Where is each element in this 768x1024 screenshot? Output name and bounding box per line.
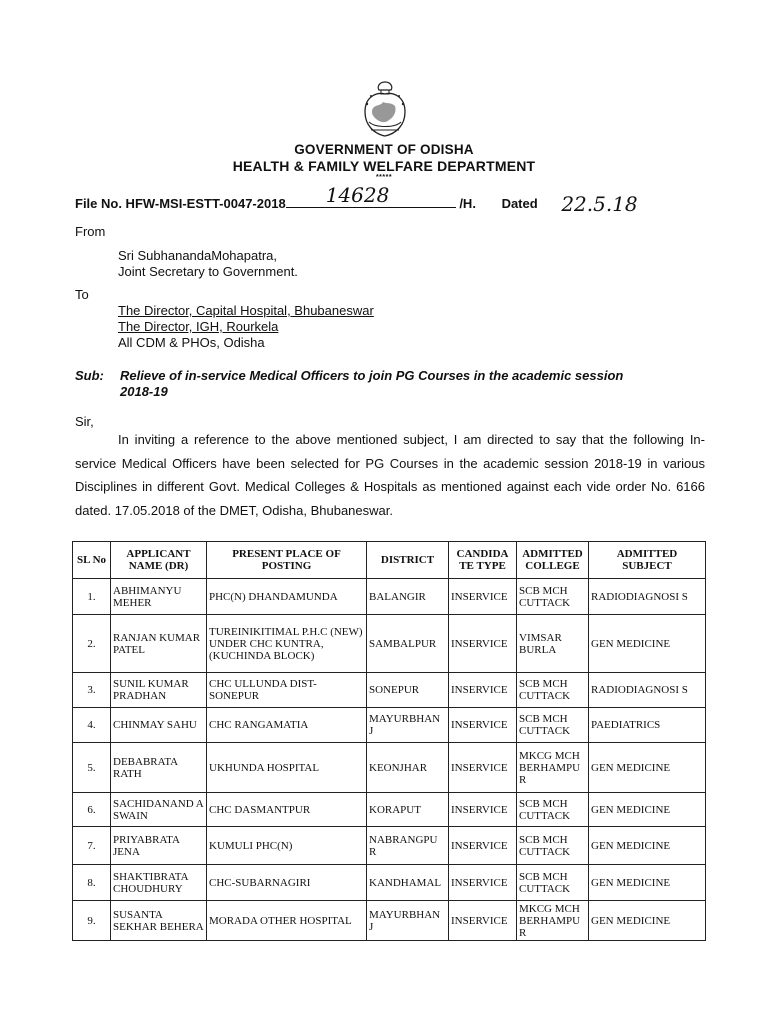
sender-block xyxy=(118,248,298,280)
date-handwritten: 22.5.18 xyxy=(561,192,638,216)
cell-name: CHINMAY SAHU xyxy=(111,708,207,743)
cell-name: SUSANTA SEKHAR BEHERA xyxy=(111,901,207,941)
sender-name: Sri SubhanandaMohapatra, xyxy=(118,248,278,263)
table-row xyxy=(73,708,706,743)
sender-designation: Joint Secretary to Government. xyxy=(118,264,298,279)
cell-district: MAYURBHAN J xyxy=(367,708,449,743)
government-title: GOVERNMENT OF ODISHA xyxy=(294,142,474,157)
col-header-college: ADMITTED COLLEGE xyxy=(517,542,589,579)
cell-posting: CHC DASMANTPUR xyxy=(207,793,367,827)
file-line xyxy=(75,183,638,216)
cell-type: INSERVICE xyxy=(449,743,517,793)
cell-district: BALANGIR xyxy=(367,579,449,615)
col-header-sl: SL No xyxy=(73,542,111,579)
officers-table xyxy=(72,541,706,941)
table-row xyxy=(73,673,706,708)
cell-district: KORAPUT xyxy=(367,793,449,827)
cell-sl: 2. xyxy=(73,615,111,673)
subject-line-1: Relieve of in-service Medical Officers to join PG Courses in the academic session xyxy=(120,368,624,383)
table-row xyxy=(73,793,706,827)
cell-posting: CHC RANGAMATIA xyxy=(207,708,367,743)
cell-subject: PAEDIATRICS xyxy=(589,708,706,743)
cell-name: SUNIL KUMAR PRADHAN xyxy=(111,673,207,708)
cell-type: INSERVICE xyxy=(449,865,517,901)
table-header-row xyxy=(73,542,706,579)
cell-college: VIMSAR BURLA xyxy=(517,615,589,673)
cell-college: SCB MCH CUTTACK xyxy=(517,827,589,865)
cell-subject: RADIODIAGNOSI S xyxy=(589,673,706,708)
cell-district: KEONJHAR xyxy=(367,743,449,793)
cell-type: INSERVICE xyxy=(449,827,517,865)
table-row xyxy=(73,579,706,615)
cell-subject: GEN MEDICINE xyxy=(589,743,706,793)
file-number-prefix: File No. HFW-MSI-ESTT-0047-2018 xyxy=(75,196,286,211)
cell-name: ABHIMANYU MEHER xyxy=(111,579,207,615)
cell-sl: 8. xyxy=(73,865,111,901)
col-header-district: DISTRICT xyxy=(367,542,449,579)
stars-divider: ***** xyxy=(375,174,393,181)
cell-subject: GEN MEDICINE xyxy=(589,827,706,865)
cell-name: SHAKTIBRATA CHOUDHURY xyxy=(111,865,207,901)
table-row xyxy=(73,615,706,673)
cell-posting: TUREINIKITIMAL P.H.C (NEW) UNDER CHC KUNTRA,(KUCHINDA BLOCK) xyxy=(207,615,367,673)
recipient-3: All CDM & PHOs, Odisha xyxy=(118,335,265,350)
cell-district: SAMBALPUR xyxy=(367,615,449,673)
cell-college: SCB MCH CUTTACK xyxy=(517,673,589,708)
col-header-posting: PRESENT PLACE OF POSTING xyxy=(207,542,367,579)
cell-type: INSERVICE xyxy=(449,793,517,827)
cell-subject: GEN MEDICINE xyxy=(589,901,706,941)
cell-subject: GEN MEDICINE xyxy=(589,865,706,901)
cell-posting: CHC-SUBARNAGIRI xyxy=(207,865,367,901)
recipient-2: The Director, IGH, Rourkela xyxy=(118,319,279,334)
cell-name: PRIYABRATA JENA xyxy=(111,827,207,865)
salutation: Sir, xyxy=(75,414,94,429)
file-number-blank xyxy=(286,183,456,208)
file-suffix: /H. xyxy=(459,196,476,211)
subject-block xyxy=(75,368,715,400)
subject-label: Sub: xyxy=(75,368,104,383)
cell-college: SCB MCH CUTTACK xyxy=(517,793,589,827)
cell-district: SONEPUR xyxy=(367,673,449,708)
cell-college: SCB MCH CUTTACK xyxy=(517,708,589,743)
col-header-name: APPLICANT NAME (DR) xyxy=(111,542,207,579)
recipient-1: The Director, Capital Hospital, Bhubaneswar xyxy=(118,303,374,318)
body-paragraph: In inviting a reference to the above mentioned subject, I am directed to say that the following In-service Medical Officers have been selected for PG Courses in the academic session 2018-19 in various Disciplines in different Govt. Medical Colleges & Hospitals as mentioned against each vide order No. 6166 dated. 17.05.2018 of the DMET, Odisha, Bhubaneswar. xyxy=(75,432,705,518)
cell-college: SCB MCH CUTTACK xyxy=(517,579,589,615)
col-header-type: CANDIDA TE TYPE xyxy=(449,542,517,579)
department-title: HEALTH & FAMILY WELFARE DEPARTMENT xyxy=(232,158,536,174)
cell-type: INSERVICE xyxy=(449,615,517,673)
dated-label: Dated xyxy=(501,196,538,211)
state-emblem-icon xyxy=(355,78,415,142)
cell-posting: MORADA OTHER HOSPITAL xyxy=(207,901,367,941)
cell-college: MKCG MCH BERHAMPU R xyxy=(517,901,589,941)
cell-type: INSERVICE xyxy=(449,673,517,708)
cell-posting: CHC ULLUNDA DIST-SONEPUR xyxy=(207,673,367,708)
cell-subject: RADIODIAGNOSI S xyxy=(589,579,706,615)
cell-sl: 1. xyxy=(73,579,111,615)
table-row xyxy=(73,827,706,865)
cell-name: SACHIDANAND A SWAIN xyxy=(111,793,207,827)
col-header-subject: ADMITTED SUBJECT xyxy=(589,542,706,579)
cell-sl: 7. xyxy=(73,827,111,865)
cell-subject: GEN MEDICINE xyxy=(589,793,706,827)
cell-name: RANJAN KUMAR PATEL xyxy=(111,615,207,673)
cell-type: INSERVICE xyxy=(449,901,517,941)
subject-line-2: 2018-19 xyxy=(120,384,168,399)
cell-name: DEBABRATA RATH xyxy=(111,743,207,793)
cell-type: INSERVICE xyxy=(449,579,517,615)
cell-posting: KUMULI PHC(N) xyxy=(207,827,367,865)
cell-sl: 3. xyxy=(73,673,111,708)
from-label: From xyxy=(75,224,106,239)
cell-college: SCB MCH CUTTACK xyxy=(517,865,589,901)
table-row xyxy=(73,901,706,941)
cell-posting: UKHUNDA HOSPITAL xyxy=(207,743,367,793)
cell-type: INSERVICE xyxy=(449,708,517,743)
to-label: To xyxy=(75,287,89,302)
cell-subject: GEN MEDICINE xyxy=(589,615,706,673)
cell-sl: 6. xyxy=(73,793,111,827)
table-row xyxy=(73,865,706,901)
cell-sl: 9. xyxy=(73,901,111,941)
cell-posting: PHC(N) DHANDAMUNDA xyxy=(207,579,367,615)
recipients-block xyxy=(118,303,374,351)
cell-sl: 5. xyxy=(73,743,111,793)
cell-district: MAYURBHAN J xyxy=(367,901,449,941)
cell-sl: 4. xyxy=(73,708,111,743)
file-number-handwritten: 14628 xyxy=(325,183,390,207)
cell-district: KANDHAMAL xyxy=(367,865,449,901)
cell-college: MKCG MCH BERHAMPU R xyxy=(517,743,589,793)
table-row xyxy=(73,743,706,793)
cell-district: NABRANGPU R xyxy=(367,827,449,865)
